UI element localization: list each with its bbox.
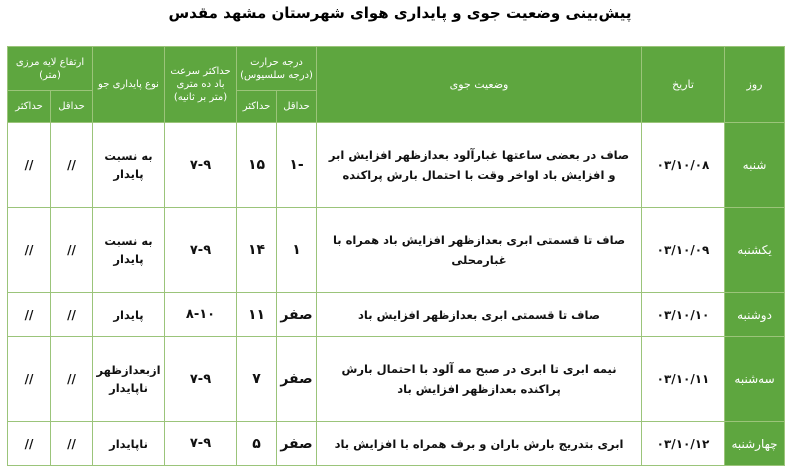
condition-cell: ابری بتدریج بارش باران و برف همراه با افزایش باد xyxy=(317,422,642,466)
bl-max-cell: // xyxy=(8,293,51,337)
date-cell: ۰۳/۱۰/۱۰ xyxy=(642,293,725,337)
temp-max-cell: ۱۱ xyxy=(237,293,277,337)
header-temperature: درجه حرارت (درجه سلسیوس) xyxy=(237,47,317,91)
wind-cell: ۷-۹ xyxy=(165,337,237,422)
date-cell: ۰۳/۱۰/۱۱ xyxy=(642,337,725,422)
day-cell: یکشنبه xyxy=(725,208,785,293)
wind-cell: ۷-۹ xyxy=(165,208,237,293)
stability-cell: به نسبت پایدار xyxy=(93,208,165,293)
header-temp-max: حداکثر xyxy=(237,91,277,123)
stability-cell: ناپایدار xyxy=(93,422,165,466)
temp-min-cell: -۱ xyxy=(277,123,317,208)
wind-cell: ۸-۱۰ xyxy=(165,293,237,337)
bl-min-cell: // xyxy=(51,293,93,337)
wind-cell: ۷-۹ xyxy=(165,123,237,208)
temp-max-cell: ۱۴ xyxy=(237,208,277,293)
wind-cell: ۷-۹ xyxy=(165,422,237,466)
table-row xyxy=(8,123,785,208)
day-cell: شنبه xyxy=(725,123,785,208)
bl-min-cell: // xyxy=(51,422,93,466)
header-bl-max: حداکثر xyxy=(8,91,51,123)
temp-max-cell: ۱۵ xyxy=(237,123,277,208)
table-row xyxy=(8,337,785,422)
table-row xyxy=(8,293,785,337)
day-cell: سه‌شنبه xyxy=(725,337,785,422)
temp-min-cell: صفر xyxy=(277,422,317,466)
stability-cell: به نسبت پایدار xyxy=(93,123,165,208)
page-title: پیش‌بینی وضعیت جوی و پایداری هوای شهرستان مشهد مقدس xyxy=(168,4,632,22)
stability-cell: ازبعدازظهر ناپایدار xyxy=(93,337,165,422)
condition-cell: نیمه ابری تا ابری در صبح مه آلود با احتمال بارش پراکنده بعدازظهر افزایش باد xyxy=(317,337,642,422)
header-date: تاریخ xyxy=(642,47,725,123)
bl-min-cell: // xyxy=(51,337,93,422)
bl-max-cell: // xyxy=(8,337,51,422)
header-stability: نوع پایداری جو xyxy=(93,47,165,123)
forecast-table xyxy=(7,46,785,466)
date-cell: ۰۳/۱۰/۰۸ xyxy=(642,123,725,208)
stability-cell: پایدار xyxy=(93,293,165,337)
temp-min-cell: ۱ xyxy=(277,208,317,293)
day-cell: چهارشنبه xyxy=(725,422,785,466)
temp-max-cell: ۵ xyxy=(237,422,277,466)
temp-max-cell: ۷ xyxy=(237,337,277,422)
header-temp-min: حداقل xyxy=(277,91,317,123)
condition-cell: صاف در بعضی ساعتها غبارآلود بعدازظهر افزایش ابر و افزایش باد اواخر وقت با احتمال بارش پراکنده xyxy=(317,123,642,208)
condition-cell: صاف تا قسمتی ابری بعدازظهر افزایش باد همراه با غبارمحلی xyxy=(317,208,642,293)
table-row xyxy=(8,208,785,293)
header-wind: حداکثر سرعت باد ده متری (متر بر ثانیه) xyxy=(165,47,237,123)
header-day: روز xyxy=(725,47,785,123)
header-boundary-layer: ارتفاع لایه مرزی (متر) xyxy=(8,47,93,91)
bl-min-cell: // xyxy=(51,123,93,208)
bl-max-cell: // xyxy=(8,208,51,293)
header-bl-min: حداقل xyxy=(51,91,93,123)
header-condition: وضعیت جوی xyxy=(317,47,642,123)
table-row xyxy=(8,422,785,466)
condition-cell: صاف تا قسمتی ابری بعدازظهر افزایش باد xyxy=(317,293,642,337)
temp-min-cell: صفر xyxy=(277,337,317,422)
bl-max-cell: // xyxy=(8,123,51,208)
bl-min-cell: // xyxy=(51,208,93,293)
date-cell: ۰۳/۱۰/۱۲ xyxy=(642,422,725,466)
day-cell: دوشنبه xyxy=(725,293,785,337)
temp-min-cell: صفر xyxy=(277,293,317,337)
bl-max-cell: // xyxy=(8,422,51,466)
date-cell: ۰۳/۱۰/۰۹ xyxy=(642,208,725,293)
